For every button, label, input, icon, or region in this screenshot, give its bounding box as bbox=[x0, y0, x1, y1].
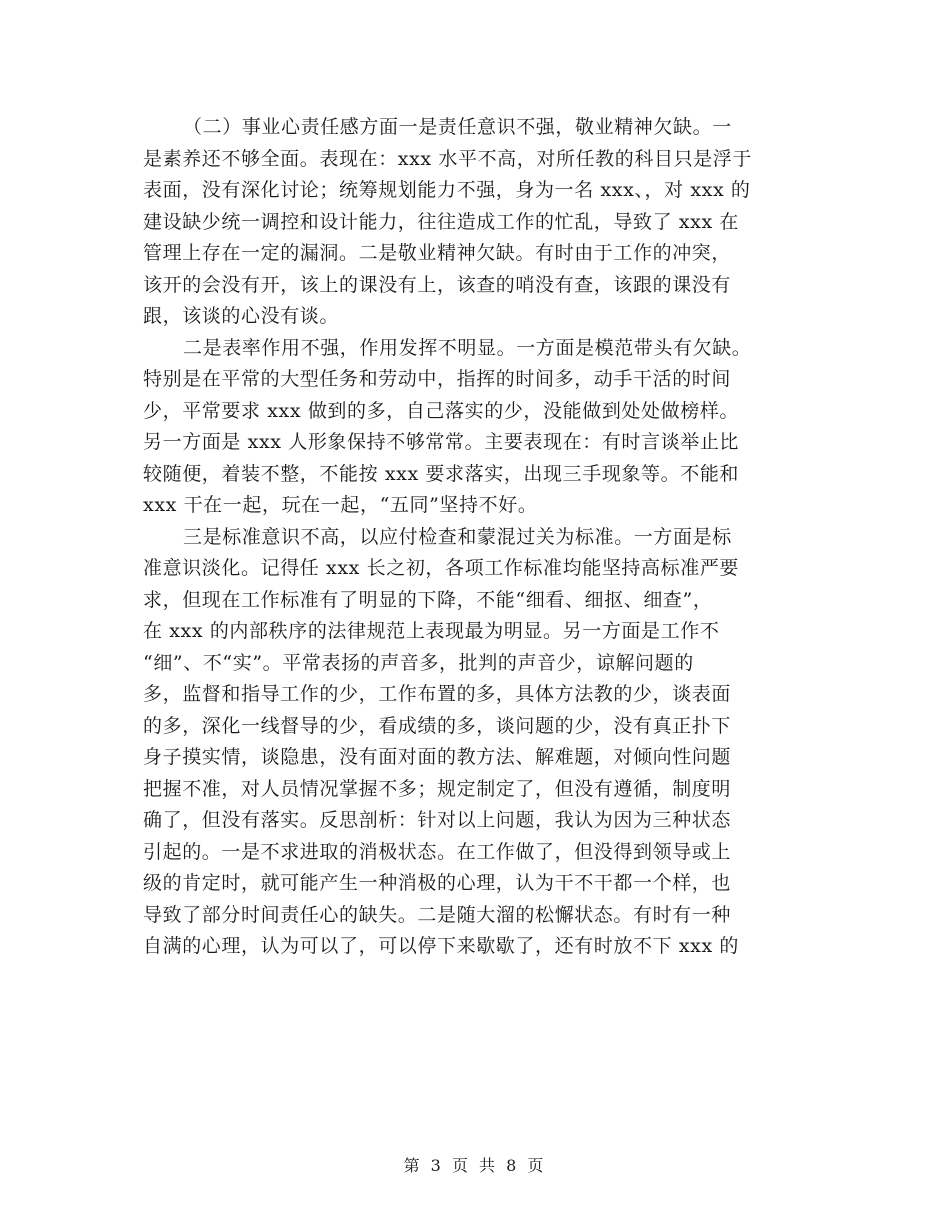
text-line: 在 xxx 的内部秩序的法律规范上表现最为明显。另一方面是工作不 bbox=[143, 620, 720, 642]
text-line: 确了，但没有落实。反思剖析：针对以上问题，我认为因为三种状态 bbox=[143, 809, 732, 831]
text-line: “细”、不“实”。平常表扬的声音多，批判的声音少，谅解问题的 bbox=[143, 651, 694, 674]
text-line: 是素养还不够全面。表现在：xxx 水平不高，对所任教的科目只是浮于 bbox=[143, 147, 752, 170]
page-number-footer: 第 3 页 共 8 页 bbox=[403, 1156, 547, 1175]
paragraph-2 bbox=[143, 333, 813, 522]
text-line: 表面，没有深化讨论；统筹规划能力不强，身为一名 xxx、，对 xxx 的 bbox=[143, 179, 751, 201]
text-line: 建设缺少统一调控和设计能力，往往造成工作的忙乱，导致了 xxx 在 bbox=[143, 210, 740, 233]
text-line: 多，监督和指导工作的少，工作布置的多，具体方法教的少，谈表面 bbox=[143, 683, 732, 705]
text-line: 准意识淡化。记得任 xxx 长之初，各项工作标准均能坚持高标准严要 bbox=[143, 557, 740, 579]
text-line: 少，平常要求 xxx 做到的多，自己落实的少，没能做到处处做榜样。 bbox=[143, 399, 740, 422]
text-line: 的多，深化一线督导的少，看成绩的多，谈问题的少，没有真正扑下 bbox=[143, 714, 732, 737]
text-line: 三是标准意识不高，以应付检查和蒙混过关为标准。一方面是标 bbox=[183, 525, 732, 548]
text-line: 级的肯定时，就可能产生一种消极的心理，认为干不干都一个样，也 bbox=[143, 872, 732, 894]
text-line: xxx 干在一起，玩在一起，“五同”坚持不好。 bbox=[143, 494, 538, 516]
text-line: （二）事业心责任感方面一是责任意识不强，敬业精神欠缺。一 bbox=[183, 116, 732, 138]
text-line: 跟，该谈的心没有谈。 bbox=[143, 305, 340, 327]
text-line: 自满的心理，认为可以了，可以停下来歇歇了，还有时放不下 xxx 的 bbox=[143, 935, 740, 957]
text-line: 求，但现在工作标准有了明显的下降，不能“细看、细抠、细查”， bbox=[143, 588, 713, 611]
text-line: 较随便，着装不整，不能按 xxx 要求落实，出现三手现象等。不能和 bbox=[143, 462, 740, 485]
text-line: 导致了部分时间责任心的缺失。二是随大溜的松懈状态。有时有一种 bbox=[143, 903, 732, 926]
text-line: 引起的。一是不求进取的消极状态。在工作做了，但没得到领导或上 bbox=[143, 840, 732, 863]
text-line: 二是表率作用不强，作用发挥不明显。一方面是模范带头有欠缺。 bbox=[183, 336, 752, 359]
paragraph-1 bbox=[143, 112, 813, 333]
paragraph-3 bbox=[143, 522, 813, 963]
text-line: 特别是在平常的大型任务和劳动中，指挥的时间多，动手干活的时间 bbox=[143, 368, 732, 390]
document-body bbox=[143, 112, 813, 963]
text-line: 身子摸实情，谈隐患，没有面对面的教方法、解难题，对倾向性问题 bbox=[143, 746, 732, 768]
text-line: 另一方面是 xxx 人形象保持不够常常。主要表现在：有时言谈举止比 bbox=[143, 431, 740, 453]
text-line: 把握不准，对人员情况掌握不多；规定制定了，但没有遵循，制度明 bbox=[143, 777, 732, 800]
text-line: 该开的会没有开，该上的课没有上，该查的哨没有查，该跟的课没有 bbox=[143, 273, 732, 296]
text-line: 管理上存在一定的漏洞。二是敬业精神欠缺。有时由于工作的冲突， bbox=[143, 242, 732, 264]
